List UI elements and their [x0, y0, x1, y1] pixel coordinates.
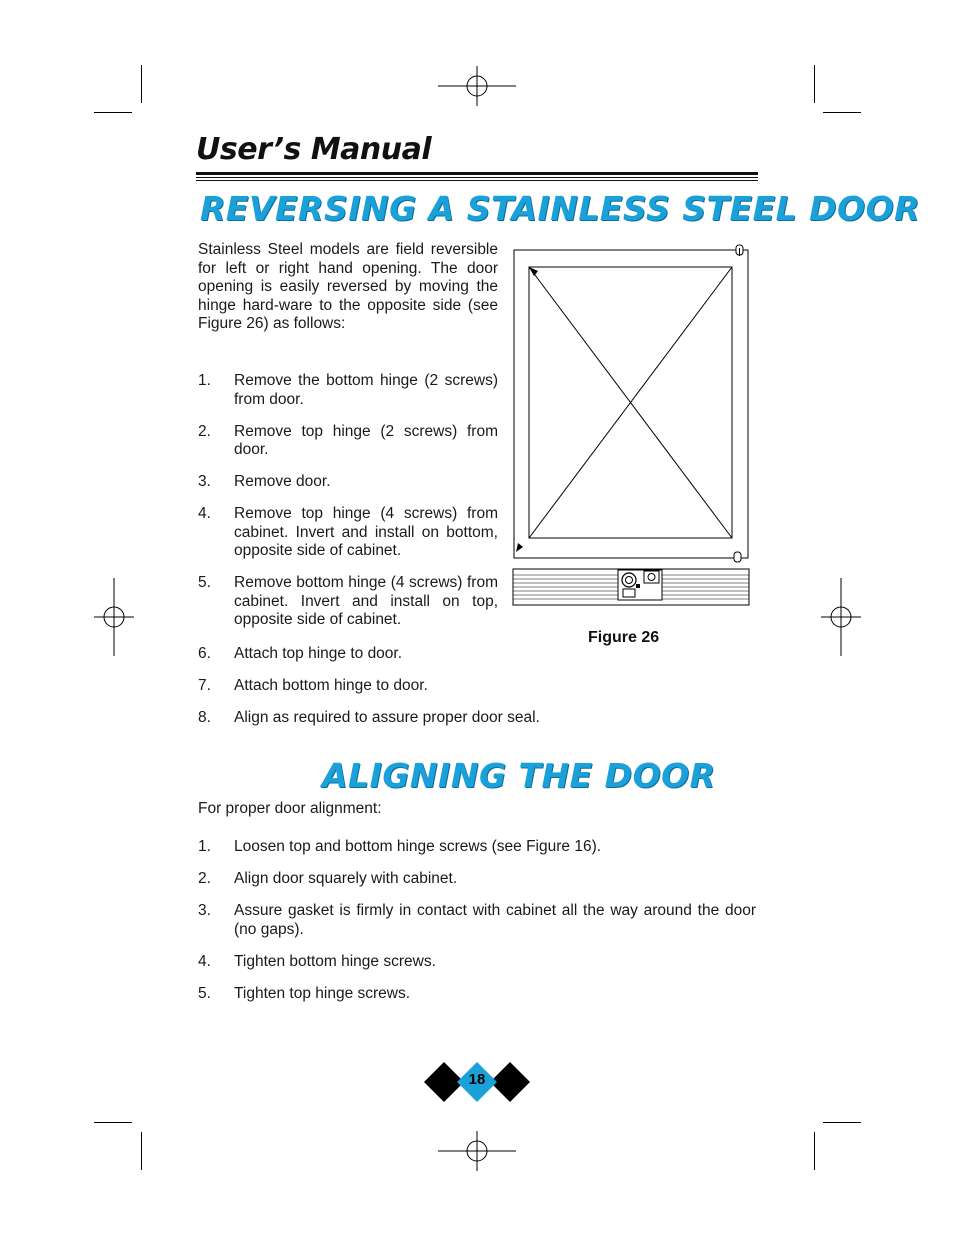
step-number: 5.	[198, 984, 211, 1002]
step-text: Remove top hinge (4 screws) from cabinet. Invert and install on bottom, opposite side of cabinet.	[234, 505, 498, 559]
registration-mark-left	[94, 578, 134, 656]
list-item	[198, 473, 498, 492]
step-number: 3.	[198, 902, 211, 919]
reversing-intro: Stainless Steel models are field reversible for left or right hand opening. The door opening is easily reversed by moving the hinge hard-ware to the opposite side (see Figure 26) as follows:	[198, 241, 498, 332]
step-text: Tighten top hinge screws.	[234, 984, 411, 1002]
figure-26-door-diagram	[510, 244, 752, 608]
step-number: 7.	[198, 677, 211, 694]
list-item	[198, 953, 756, 972]
list-item	[198, 902, 756, 939]
list-item	[198, 677, 758, 696]
reversing-steps	[198, 372, 498, 643]
step-number: 3.	[198, 473, 211, 490]
step-number: 5.	[198, 574, 211, 591]
list-item	[198, 372, 498, 409]
list-item	[198, 574, 498, 630]
step-number: 1.	[198, 372, 211, 389]
step-text: Tighten bottom hinge screws.	[234, 952, 436, 970]
section-heading-aligning: ALIGNING THE DOOR	[322, 756, 716, 795]
step-number: 4.	[198, 505, 211, 522]
list-item	[198, 423, 498, 460]
step-number: 2.	[198, 870, 211, 887]
list-item	[198, 709, 758, 728]
step-text: Loosen top and bottom hinge screws (see Figure 16).	[234, 838, 602, 855]
registration-mark-bottom	[438, 1131, 516, 1171]
step-text: Attach bottom hinge to door.	[234, 677, 428, 694]
aligning-steps	[198, 838, 756, 1017]
step-text: Remove door.	[234, 473, 331, 490]
step-number: 1.	[198, 838, 211, 855]
figure-caption: Figure 26	[588, 629, 660, 646]
step-number: 2.	[198, 422, 211, 440]
step-text: Remove the bottom hinge (2 screws) from door.	[234, 372, 498, 408]
step-number: 6.	[198, 645, 211, 662]
registration-mark-top	[438, 66, 516, 106]
step-text: Align door squarely with cabinet.	[234, 870, 458, 887]
list-item	[198, 838, 756, 857]
step-text: Remove top hinge (2 screws) from door.	[234, 422, 498, 458]
step-text: Attach top hinge to door.	[234, 645, 403, 662]
header-rule	[196, 172, 758, 175]
list-item	[198, 645, 758, 664]
section-heading-reversing: REVERSING A STAINLESS STEEL DOOR	[200, 189, 921, 228]
manual-title: User’s Manual	[196, 132, 432, 167]
reversing-steps-continued	[198, 645, 758, 741]
step-text: Assure gasket is firmly in contact with cabinet all the way around the door (no gaps).	[234, 902, 756, 938]
step-text: Align as required to assure proper door seal.	[234, 709, 540, 726]
list-item	[198, 870, 756, 889]
header-rule-thin-2	[196, 180, 758, 181]
list-item	[198, 505, 498, 561]
list-item	[198, 985, 756, 1004]
header-rule-thin-1	[196, 177, 758, 178]
step-number: 4.	[198, 952, 211, 970]
step-number: 8.	[198, 709, 211, 726]
page-number: 18	[468, 1071, 486, 1088]
step-text: Remove bottom hinge (4 screws) from cabinet. Invert and install on top, opposite side of cabinet.	[234, 574, 498, 628]
aligning-intro: For proper door alignment:	[198, 800, 382, 817]
registration-mark-right	[821, 578, 861, 656]
